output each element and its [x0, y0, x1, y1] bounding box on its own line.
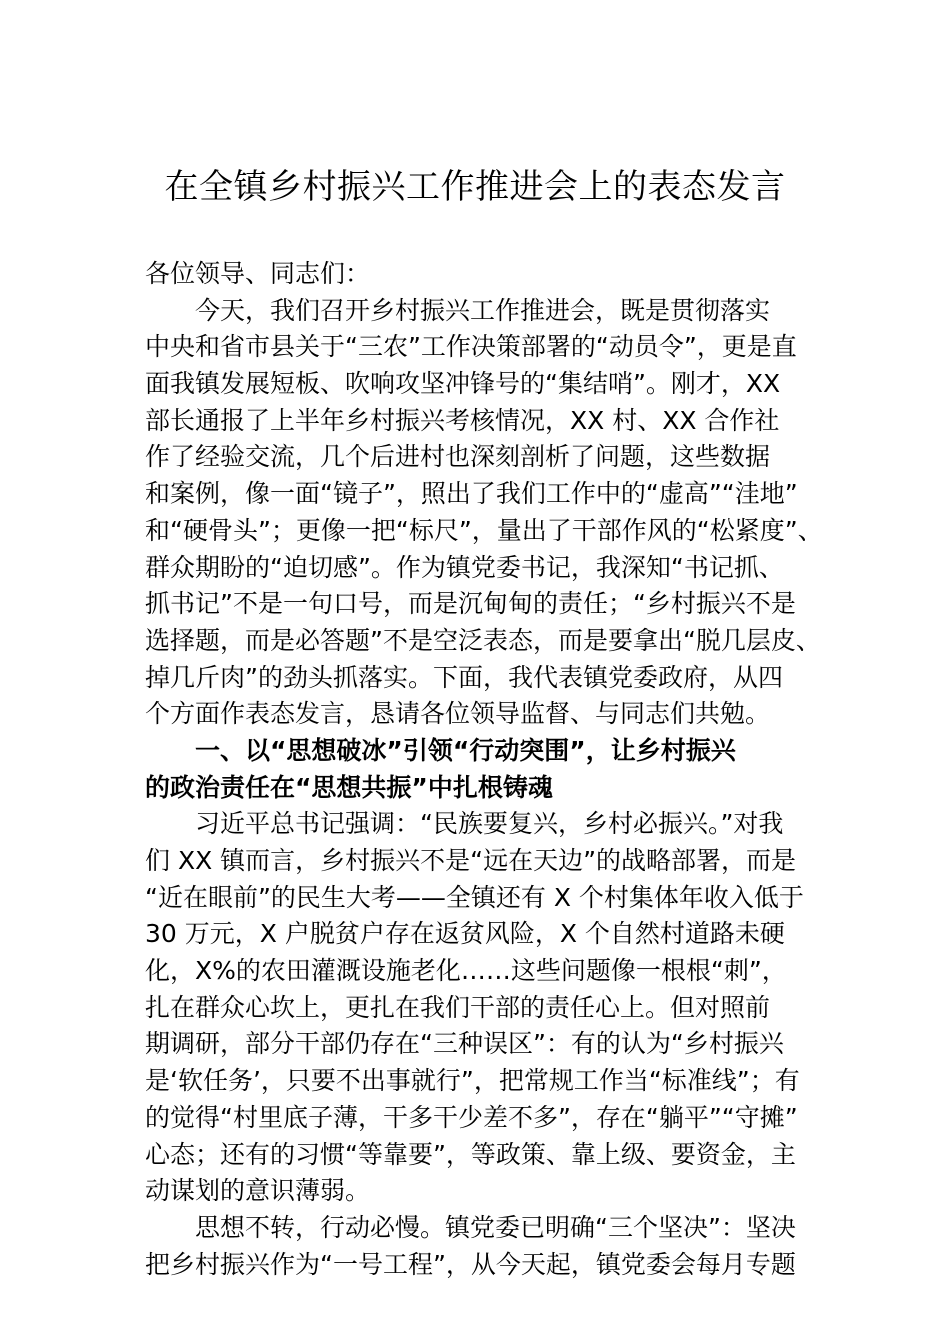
paragraph-line: 和案例，像一面“镜子”，照出了我们工作中的“虚高”“洼地” — [145, 479, 798, 509]
paragraph-line: 期调研，部分干部仍存在“三种误区”：有的认为“乡村振兴 — [145, 1029, 784, 1059]
paragraph-line: 和“硬骨头”；更像一把“标尺”，量出了干部作风的“松紧度”、 — [145, 515, 823, 545]
paragraph-line: 化，X%的农田灌溉设施老化……这些问题像一根根“刺”， — [145, 956, 787, 986]
paragraph-line: 面我镇发展短板、吹响攻坚冲锋号的“集结哨”。刚才，XX — [145, 369, 781, 399]
paragraph-line: 中央和省市县关于“三农”工作决策部署的“动员令”，更是直 — [145, 332, 797, 362]
paragraph-line: 心态；还有的习惯“等靠要”，等政策、靠上级、要资金，主 — [145, 1139, 796, 1169]
paragraph-line: 动谋划的意识薄弱。 — [145, 1176, 371, 1206]
paragraph-line: 们 XX 镇而言，乡村振兴不是“远在天边”的战略部署，而是 — [145, 846, 797, 875]
paragraph-line: 习近平总书记强调：“民族要复兴，乡村必振兴。”对我 — [195, 809, 784, 839]
paragraph-line: 的觉得“村里底子薄，干多干少差不多”，存在“躺平”“守摊” — [145, 1102, 798, 1132]
paragraph-line: 群众期盼的“迫切感”。作为镇党委书记，我深知“书记抓、 — [145, 552, 784, 582]
paragraph-line: 掉几斤肉”的劲头抓落实。下面，我代表镇党委政府，从四 — [145, 662, 783, 692]
paragraph-line: 抓书记”不是一句口号，而是沉甸甸的责任；“乡村振兴不是 — [145, 589, 796, 619]
paragraph-line: 选择题，而是必答题”不是空泛表态，而是要拿出“脱几层皮、 — [145, 625, 821, 655]
document-title: 在全镇乡村振兴工作推进会上的表态发言 — [164, 167, 786, 207]
paragraph-line: 是‘软任务’，只要不出事就行”，把常规工作当“标准线”；有 — [145, 1066, 800, 1096]
paragraph-line: 个方面作表态发言，恳请各位领导监督、与同志们共勉。 — [145, 699, 771, 729]
section-heading-line: 一、以“思想破冰”引领“行动突围”，让乡村振兴 — [195, 735, 736, 765]
paragraph-line: 30 万元，X 户脱贫户存在返贫风险，X 个自然村道路未硬 — [145, 919, 785, 949]
paragraph-line: 扎在群众心坎上，更扎在我们干部的责任心上。但对照前 — [145, 992, 771, 1022]
paragraph-line: 把乡村振兴作为“一号工程”，从今天起，镇党委会每月专题 — [145, 1249, 796, 1279]
paragraph-line: 部长通报了上半年乡村振兴考核情况，XX 村、XX 合作社 — [145, 405, 780, 435]
paragraph-line: 今天，我们召开乡村振兴工作推进会，既是贯彻落实 — [195, 295, 771, 325]
section-heading-line: 的政治责任在“思想共振”中扎根铸魂 — [145, 772, 553, 802]
paragraph-line: 思想不转，行动必慢。镇党委已明确“三个坚决”：坚决 — [195, 1212, 796, 1242]
paragraph-line: 作了经验交流，几个后进村也深刻剖析了问题，这些数据 — [145, 442, 771, 472]
paragraph-line: “近在眼前”的民生大考——全镇还有 X 个村集体年收入低于 — [145, 882, 804, 912]
salutation-line: 各位领导、同志们： — [145, 259, 371, 288]
document-body — [145, 256, 823, 1283]
